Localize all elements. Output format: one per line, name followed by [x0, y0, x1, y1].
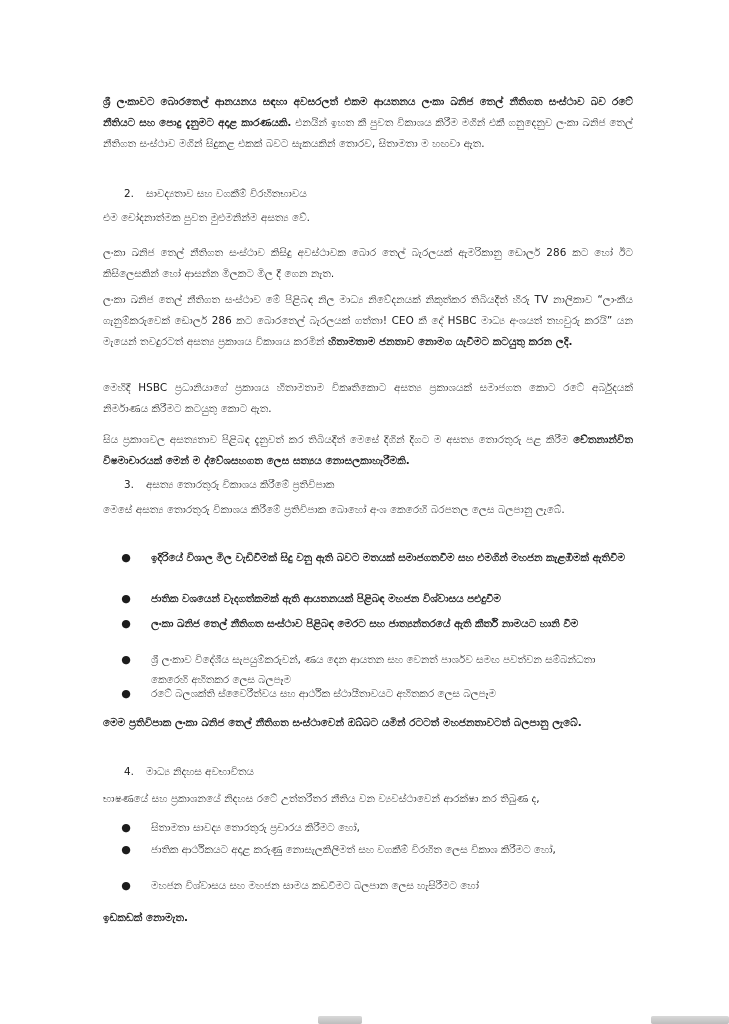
list-item-misuse [120, 818, 625, 838]
hiru-tv-bold: හිතාමතාම ජනතාව නොමග යැවීමට කටයුතු කරන ලදි. [328, 336, 573, 348]
heading-number: 3. [124, 479, 134, 491]
consequence-text: රටේ බලශක්ති ස්වෛරීත්වය සහ ආර්ථික ස්ථායීතාවයට අහිතකර ලෙස බලපෑම [151, 688, 496, 700]
paragraph-malice [103, 430, 633, 472]
malice-bold: චේතනාන්විත විෂමාචාරයක් මෙන් ම ද්වේශසහගත ලෙස සත්‍යය නොසලකාහැරීමකි. [103, 434, 634, 467]
paragraph-false-claim [103, 208, 633, 229]
misuse-text: මහජන විශ්වාසය සහ මහජන සාමය කඩවීමට බලපාන ලෙස හැසිරීමට හෝ [151, 880, 479, 892]
broader-impact-bold: මෙම ප්‍රතිවිපාක ලංකා ඛනිජ තෙල් නීතිගත සංස්ථාවෙන් ඔබ්බට යමින් රටටත් මහජනතාවටත් බලපානු ලැබේ. [103, 717, 582, 729]
heading-number: 4. [124, 766, 134, 778]
import-authority-bold: ශ්‍රී ලංකාවට බොරතෙල් ආනයනය සඳහා අවසරලත් එකම ආයතනය ලංකා ඛනිජ තෙල් නීතිගත සංස්ථාව බව රටේ නීතියට සහ පොදු දැනුමට අදාළ කාරණයකි. [103, 96, 633, 129]
consequence-text: ඉදිරියේ විශාල මිල වැඩිවීමක් සිදු වනු ඇති බවට මතයක් සමාජගතවීම සහ එමගින් මහජන කැළඹීමක් ඇතිවීම [151, 552, 625, 564]
consequence-text: ශ්‍රී ලංකාව විදේශීය සැපයුම්කරුවන්, ණය දෙන ආයතන සහ වෙනත් පාර්ශව සමඟ පවත්වන සම්බන්ධතා කෙරෙහි අහිතකර ලෙස බලපෑම [151, 654, 596, 686]
heading-text: මාධ්‍ය නිදහස අවභාවිතය [146, 766, 254, 778]
heading-text: අසත්‍ය තොරතුරු විකාශය කිරීමේ ප්‍රතිවිපාක [146, 479, 335, 491]
list-item-consequence [120, 684, 625, 704]
heading-section-3 [124, 477, 334, 493]
paragraph-hiru-tv [103, 290, 633, 353]
bullet-icon: ● [121, 843, 131, 856]
heading-text: සාවද්‍යතාව සහ වගකීම් විරහිතභාවය [146, 188, 307, 200]
paragraph-hsbc [103, 378, 633, 420]
list-item-consequence [120, 614, 625, 634]
import-authority-text: එනයින් ඉහත කී පුවත විකාශය කිරීම මගින් එකී ගනුදෙනුව ලංකා ඛනිජ තෙල් නීතිගත සංස්ථාව මගින් සිදුකළ එකක් බවට සැකයකින් තොරව, සිතාමතා ම හඟවා ඇත. [103, 117, 633, 150]
bullet-icon: ● [121, 617, 131, 630]
hiru-tv-text: ලංකා ඛනිජ තෙල් නීතිගත සංස්ථාව මේ පිළිබඳ නිල මාධ්‍ය නිවේදනයක් නිකුත්කර තිබියදීත් හිරු TV නාලිකාව “ලාංකීය ගැනුම්කරුවෙක් ඩොලර් 286 කට බොරතෙල් බැරලයක් ගත්තා! CEO කී දේ HSBC මාධ්‍ය අංශයත් තහවුරු කරයි” යන මැයෙන් තවදුරටත් අසත්‍ය ප්‍රකාශය විකාශය කරමින් [103, 294, 633, 348]
misuse-text: සිතාමතා සාවද්‍ය තොරතුරු ප්‍රචාරය කිරීමට හෝ, [151, 822, 360, 834]
bullet-icon: ● [121, 551, 131, 564]
list-item-misuse [120, 876, 625, 896]
malice-text: සිය ප්‍රකාශවල අසත්‍යතාව පිළිබඳ දැනුවත් කර තිබියදීත් මෙසේ දිගින් දිගට ම අසත්‍ය තොරතුරු පළ කිරීම [103, 434, 569, 446]
list-item-consequence [120, 548, 625, 568]
bullet-icon: ● [121, 653, 131, 666]
consequence-text: ලංකා ඛනිජ තෙල් නීතිගත සංස්ථාව පිළිබඳ මෙරට සහ ජාත්‍යන්තරයේ ඇති කීර්ති නාමයට හානි වීම [151, 618, 579, 630]
heading-section-2 [124, 186, 307, 202]
false-claim-text: එම චෝදනාත්මක පුවත මුළුමනින්ම අසත්‍ය වේ. [103, 212, 311, 224]
heading-section-4 [124, 764, 254, 780]
paragraph-consequences-intro [103, 500, 633, 521]
bullet-icon: ● [121, 821, 131, 834]
hsbc-text: මෙහිදී HSBC ප්‍රධානියාගේ ප්‍රකාශය හිතාමතාම විකෘතිකොට අසත්‍ය ප්‍රකාශයක් සමාජගත කොට රටේ අර්බුදයක් නිර්මාණය කිරීමට කටයුතු කොට ඇත. [103, 382, 633, 415]
scan-mark [651, 1016, 729, 1024]
bullet-icon: ● [121, 592, 131, 605]
paragraph-broader-impact [103, 713, 633, 734]
closing-bold: ඉඩකඩක් නොමැත. [103, 912, 189, 924]
misuse-text: ජාතික ආර්ථිකයට අදාළ කරුණු නොසැලකිලිමත් සහ වගකීම් විරහිත ලෙස විකාශ කිරීමට හෝ, [151, 844, 556, 856]
list-item-consequence [120, 589, 625, 609]
bullet-icon: ● [121, 879, 131, 892]
consequences-intro-text: මෙසේ අසත්‍ය තොරතුරු විකාශය කිරීමේ ප්‍රතිවිපාක බොහෝ අංශ කෙරෙහි බරපතල ලෙස බලපානු ලැබේ. [103, 504, 565, 516]
freedom-text: භාෂණයේ සහ ප්‍රකාශනයේ නිදහස රටේ උත්තරීතර නීතිය වන ව්‍යවස්ථාවෙන් ආරක්ෂා කර තිබුණ ද, [103, 793, 540, 805]
paragraph-closing [103, 908, 633, 929]
heading-number: 2. [124, 188, 134, 200]
no-purchase-text: ලංකා ඛනිජ තෙල් නීතිගත සංස්ථාව කිසිදු අවස්ථාවක බොර තෙල් බැරලයක් ඇමරිකානු ඩොලර් 286 කට හෝ ඊට කිසිලෙසකින් හෝ ආසන්න මිලකට මිල දී ගෙන නැත. [103, 247, 633, 280]
paragraph-freedom [103, 789, 633, 810]
scan-mark [318, 1016, 362, 1024]
paragraph-import-authority [103, 92, 633, 155]
bullet-icon: ● [121, 687, 131, 700]
list-item-misuse [120, 840, 625, 860]
paragraph-no-purchase [103, 243, 633, 285]
consequence-text: ජාතික වශයෙන් වැදගත්කමක් ඇති ආයතනයක් පිළිබඳ මහජන විශ්වාසය පළුදුවීම [151, 593, 501, 605]
